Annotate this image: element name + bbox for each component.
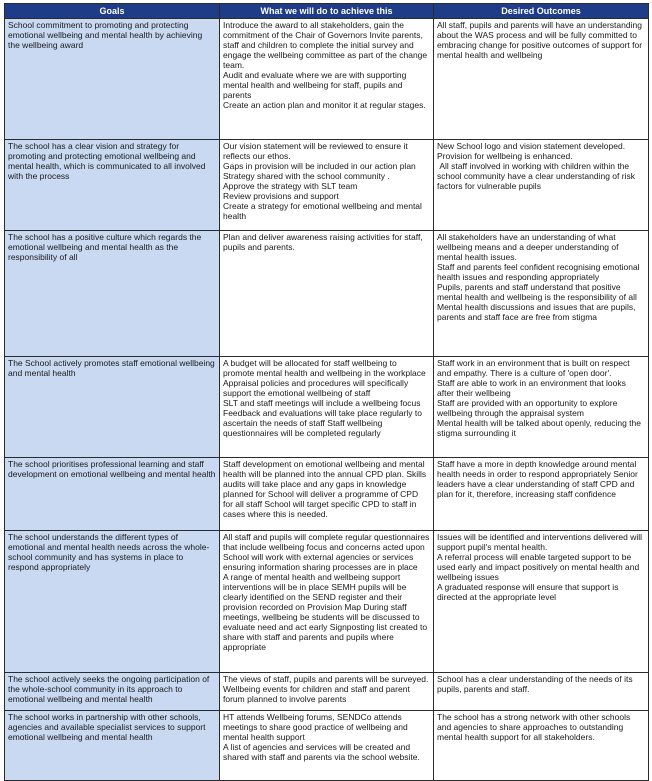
outcomes-cell	[434, 231, 649, 357]
header-outcomes: Desired Outcomes	[434, 4, 649, 19]
action-line: Approve the strategy with SLT team	[223, 181, 358, 191]
action-line: Gaps in provision will be included in our action plan Strategy shared with the school community .	[223, 161, 419, 181]
outcome-line: Staff are able to work in an environment that looks after their wellbeing	[437, 378, 629, 398]
outcome-line: Staff have a more in depth knowledge around mental health needs in order to respond appropriately Senior leaders have a clear understanding of staff CPD and plan for it, therefore, increasing staff confidence	[437, 459, 641, 499]
outcome-line: All stakeholders have an understanding of what wellbeing means and a deeper understanding of mental health issues.	[437, 232, 621, 262]
actions-cell	[220, 19, 434, 140]
outcome-line: New School logo and vision statement developed.	[437, 141, 626, 151]
goal-cell: The school has a clear vision and strategy for promoting and protecting emotional wellbeing and mental health, which is communicated to all involved with the process	[5, 140, 220, 231]
action-line: Review provisions and support	[223, 191, 339, 201]
actions-cell	[220, 357, 434, 458]
goal-cell: The school has a positive culture which regards the emotional wellbeing and mental health as the responsibility of all	[5, 231, 220, 357]
outcome-line: Staff and parents feel confident recognising emotional health issues and responding appropriately	[437, 262, 642, 282]
table-row	[5, 673, 649, 711]
actions-cell	[220, 140, 434, 231]
header-goals: Goals	[5, 4, 220, 19]
goal-cell: The school understands the different types of emotional and mental health needs across the whole-school community and has systems in place to respond appropriately	[5, 531, 220, 673]
outcomes-cell	[434, 357, 649, 458]
outcome-line: All staff, pupils and parents will have an understanding about the WAS process and will be fully committed to embracing change for positive outcomes of support for mental health and wellbeing	[437, 20, 645, 60]
outcome-line: Pupils, parents and staff understand that positive mental health and wellbeing is the responsibility of all	[437, 282, 637, 302]
action-line: Audit and evaluate where we are with supporting mental health and wellbeing for staff, pupils and parents	[223, 70, 409, 100]
action-line: Our vision statement will be reviewed to ensure it reflects our ethos.	[223, 141, 411, 161]
outcomes-cell	[434, 140, 649, 231]
outcome-line: All staff involved in working with children within the school community have a clear understanding of risk factors for vulnerable pupils	[437, 161, 638, 191]
action-line: The views of staff, pupils and parents will be surveyed.	[223, 674, 429, 684]
outcomes-cell	[434, 673, 649, 711]
action-line: Create an action plan and monitor it at regular stages.	[223, 100, 426, 110]
outcome-line: Provision for wellbeing is enhanced.	[437, 151, 573, 161]
goal-cell: The school works in partnership with other schools, agencies and available specialist services to support emotional wellbeing and mental health	[5, 711, 220, 781]
outcomes-cell	[434, 458, 649, 531]
outcome-line: A graduated response will ensure that support is directed at the appropriate level	[437, 582, 621, 602]
outcome-line: Staff work in an environment that is built on respect and empathy. There is a culture of 'open door'.	[437, 358, 632, 378]
outcome-line: Staff are provided with an opportunity to explore wellbeing through the appraisal system	[437, 398, 620, 418]
outcome-line: Mental health will be talked about openly, reducing the stigma surrounding it	[437, 418, 644, 438]
outcomes-cell	[434, 19, 649, 140]
outcome-line: School has a clear understanding of the needs of its pupils, parents and staff.	[437, 674, 636, 694]
table-row	[5, 140, 649, 231]
goal-cell: The school prioritises professional learning and staff development on emotional wellbeing and mental health	[5, 458, 220, 531]
goal-cell: The school actively seeks the ongoing participation of the whole-school community in its approach to emotional wellbeing and mental health	[5, 673, 220, 711]
action-line: SLT and staff meetings will include a wellbeing focus Feedback and evaluations will take place regularly to ascertain the needs of staff Staff wellbeing questionnaires will be completed regularly	[223, 398, 425, 438]
goal-cell: The School actively promotes staff emotional wellbeing and mental health	[5, 357, 220, 458]
outcome-line: The school has a strong network with other schools and agencies to share approaches to outstanding mental health support for all stakeholders.	[437, 712, 633, 742]
outcome-line: Issues will be identified and interventions delivered will support pupil's mental health.	[437, 532, 645, 552]
action-line: HT attends Wellbeing forums, SENDCo attends meetings to share good practice of wellbeing and mental health support	[223, 712, 411, 742]
action-line: A budget will be allocated for staff wellbeing to promote mental health and wellbeing in the workplace Appraisal policies and procedures will specifically support the emotional wellbeing of staff	[223, 358, 428, 398]
table-row	[5, 458, 649, 531]
table-row	[5, 711, 649, 781]
table-row	[5, 19, 649, 140]
table-row	[5, 531, 649, 673]
table-row	[5, 231, 649, 357]
action-line: A range of mental health and wellbeing support interventions will be in place SEMH pupils will be clearly identified on the SEND register and their provision recorded on Provision Map During staff meetings, wellbeing be students will be discussed to evaluate need and act early Signposting list created to share with staff and parents and pupils where appropriate	[223, 572, 430, 652]
table-row	[5, 357, 649, 458]
wellbeing-action-plan-table	[4, 3, 649, 781]
header-actions: What we will do to achieve this	[220, 4, 434, 19]
outcomes-cell	[434, 531, 649, 673]
action-line: A list of agencies and services will be created and shared with staff and parents via the school website.	[223, 742, 420, 762]
action-line: Introduce the award to all stakeholders, gain the commitment of the Chair of Governors Invite parents, staff and children to complete the initial survey and engage the wellbeing committee as part of the change team.	[223, 20, 430, 70]
outcome-line: A referral process will enable targeted support to be used early and impact positively on mental health and wellbeing issues	[437, 552, 642, 582]
outcomes-cell	[434, 711, 649, 781]
outcome-line: Mental health discussions and issues that are pupils, parents and staff face are free from stigma	[437, 302, 638, 322]
actions-cell	[220, 458, 434, 531]
action-line: Wellbeing events for children and staff and parent forum planned to involve parents	[223, 684, 413, 704]
action-line: School will work with external agencies or services ensuring information sharing processes are in place	[223, 552, 418, 572]
actions-cell	[220, 711, 434, 781]
actions-cell	[220, 531, 434, 673]
actions-cell	[220, 673, 434, 711]
action-line: All staff and pupils will complete regular questionnaires that include wellbeing focus and concerns acted upon	[223, 532, 432, 552]
goal-cell: School commitment to promoting and protecting emotional wellbeing and mental health by achieving the wellbeing award	[5, 19, 220, 140]
action-line: Create a strategy for emotional wellbeing and mental health	[223, 201, 425, 221]
actions-cell	[220, 231, 434, 357]
action-line: Plan and deliver awareness raising activities for staff, pupils and parents.	[223, 232, 426, 252]
header-row	[5, 4, 649, 19]
action-line: Staff development on emotional wellbeing and mental health will be planned into the annual CPD plan. Skills audits will take place and any gaps in knowledge planned for School will deliver a programme of CPD for all staff School will target specific CPD to staff in cases where this is needed.	[223, 459, 429, 519]
